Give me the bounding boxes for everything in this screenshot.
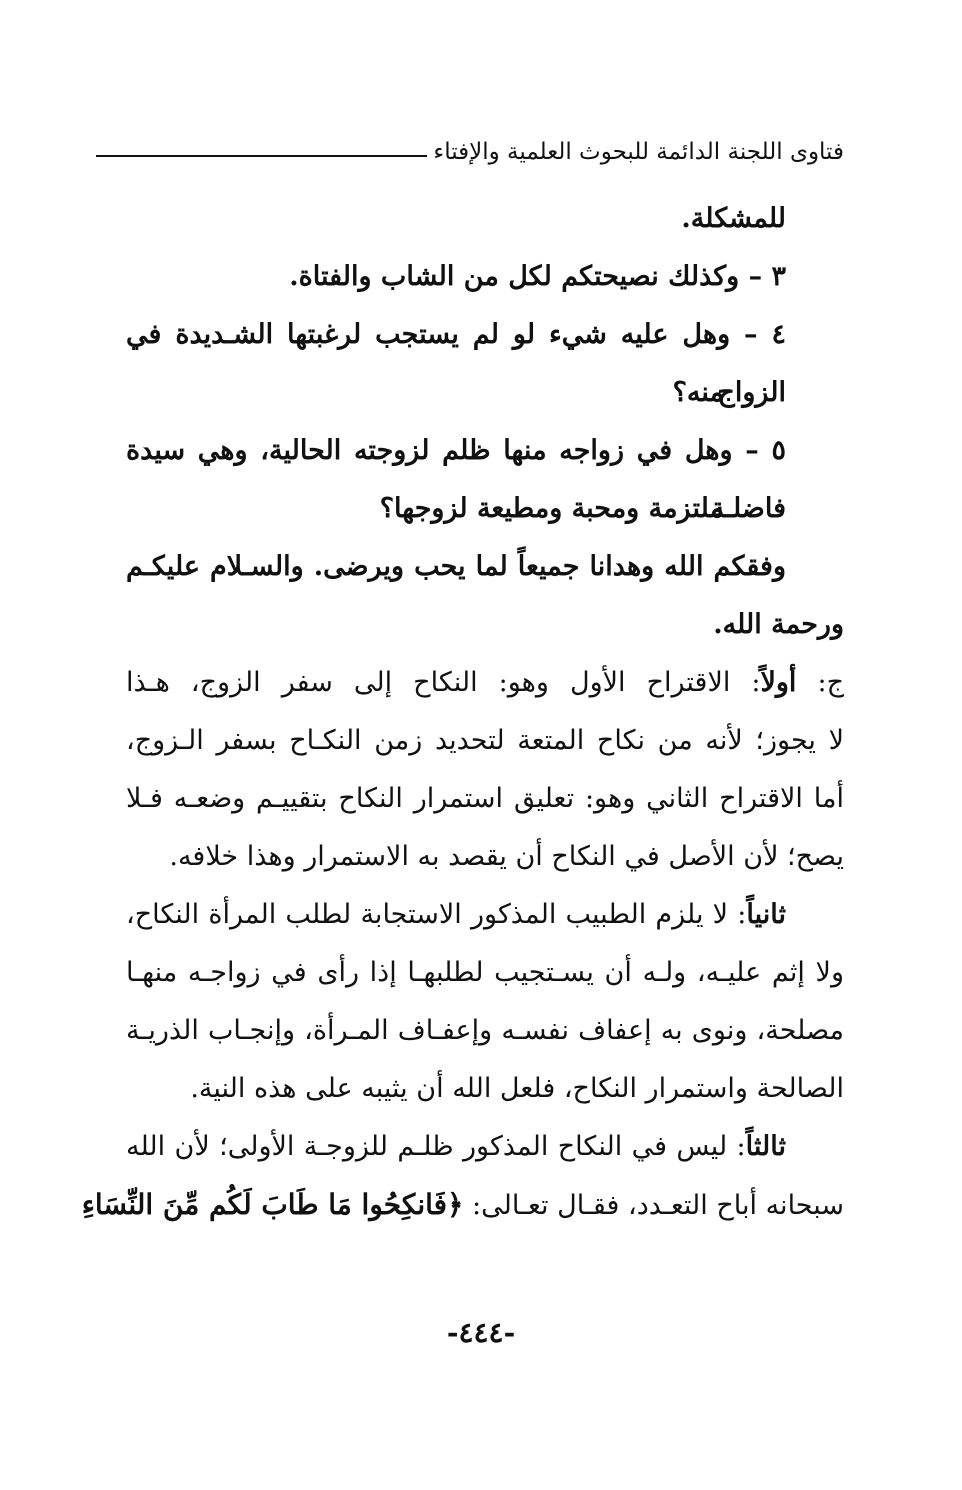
question-item-4-continuation: منه؟	[672, 377, 724, 408]
answer-second-line-4: الصالحة واستمرار النكاح، فلعل الله أن يثيبه على هذه النية.	[190, 1073, 844, 1104]
answer-second-text: : لا يلزم الطبيب المذكور الاستجابة لطلب المرأة النكاح،	[126, 899, 747, 930]
answer-first-line-3: أما الاقتراح الثاني وهو: تعليق استمرار النكاح بتقييـم وضعـه فـلا	[126, 783, 844, 814]
header-rule	[96, 155, 427, 157]
answer-third-line	[126, 1118, 844, 1176]
answer-second-line-3: مصلحة، ونوى به إعفاف نفسـه وإعفـاف المـرأة، وإنجـاب الذريـة	[126, 1015, 844, 1046]
answer-third-text-2: سبحانه أباح التعـدد، فقـال تعـالى:	[463, 1190, 844, 1221]
question-item-5: ٥ – وهل في زواجه منها ظلم لزوجته الحالية، وهي سيدة فاضلـة	[126, 435, 786, 524]
question-item-5-continuation: ملتزمة ومحبة ومطيعة لزوجها؟	[379, 493, 724, 524]
answer-label-second: ثانياً	[746, 899, 786, 930]
question-closing: وفقكم الله وهدانا جميعاً لما يحب ويرضى. والسـلام عليكـم	[126, 551, 786, 582]
question-item-4: ٤ – وهل عليه شيء لو لم يستجب لرغبتها الشـديدة في الزواج	[126, 319, 786, 408]
answer-first-line	[126, 654, 844, 712]
answer-first-line-2: لا يجوز؛ لأنه من نكاح المتعة لتحديد زمن النكـاح بسفر الـزوج،	[126, 725, 844, 756]
answer-second-line	[126, 886, 844, 944]
answer-label-third: ثالثاً	[745, 1131, 786, 1162]
running-header	[96, 132, 844, 172]
answer-third-text: : ليس في النكاح المذكور ظلـم للزوجـة الأولى؛ لأن الله	[126, 1131, 746, 1162]
body-text	[81, 190, 844, 1234]
answer-prefix: ج:	[796, 667, 844, 698]
question-item-3: ٣ – وكذلك نصيحتكم لكل من الشاب والفتاة.	[289, 261, 786, 292]
answer-third-line-2	[81, 1176, 844, 1234]
answer-label-first: أولاً	[760, 667, 797, 698]
answer-second-line-2: ولا إثم عليـه، ولـه أن يسـتجيب لطلبهـا إذا رأى في زواجـه منهـا	[126, 957, 844, 988]
quran-verse: ﴿فَانكِحُوا مَا طَابَ لَكُم مِّنَ النِّسَاءِ	[81, 1188, 464, 1221]
header-title: فتاوى اللجنة الدائمة للبحوث العلمية والإفتاء	[433, 139, 844, 165]
answer-first-text: : الاقتراح الأول وهو: النكاح إلى سفر الزوج، هـذا	[126, 667, 761, 698]
page-number: -٤٤٤-	[446, 1316, 516, 1349]
question-closing-continuation: ورحمة الله.	[713, 609, 844, 640]
answer-first-line-4: يصح؛ لأن الأصل في النكاح أن يقصد به الاستمرار وهذا خلافه.	[169, 841, 844, 872]
question-line: للمشكلة.	[681, 203, 786, 234]
